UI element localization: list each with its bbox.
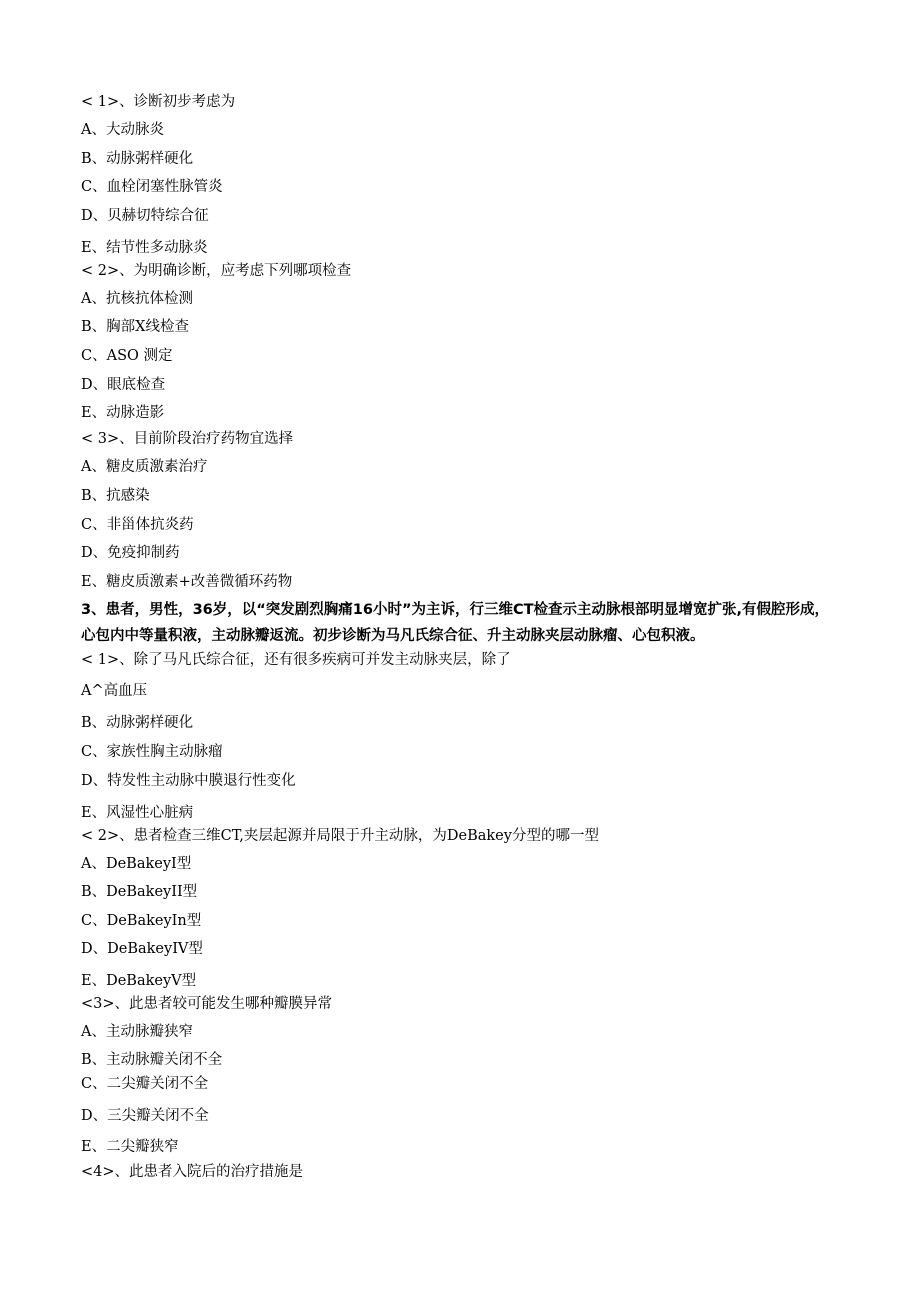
option-e: E、糖皮质激素+改善微循环药物 — [81, 574, 293, 590]
option-a: A^高血压 — [81, 683, 148, 699]
option-b: B、动脉粥样硬化 — [81, 715, 194, 731]
option-c: C、DeBakeyIn型 — [81, 913, 202, 929]
question-3-stem: <3>、此患者较可能发生哪种瓣膜异常 — [81, 996, 333, 1012]
option-c: C、二尖瓣关闭不全 — [81, 1076, 209, 1092]
option-e: E、风湿性心脏病 — [81, 805, 194, 821]
option-d: D、特发性主动脉中膜退行性变化 — [81, 773, 296, 789]
option-b: B、DeBakeyII型 — [81, 884, 198, 900]
option-c: C、非甾体抗炎药 — [81, 517, 194, 533]
question-2-stem: < 2>、患者检查三维CT,夹层起源并局限于升主动脉，为DeBakey分型的哪一型 — [81, 828, 599, 844]
option-a: A、大动脉炎 — [81, 122, 164, 138]
option-b: B、动脉粥样硬化 — [81, 151, 194, 167]
option-b: B、胸部X线检查 — [81, 319, 189, 335]
option-a: A、主动脉瓣狭窄 — [81, 1024, 193, 1040]
question-3-stem: < 3>、目前阶段治疗药物宜选择 — [81, 431, 294, 447]
option-e: E、二尖瓣狭窄 — [81, 1139, 179, 1155]
option-d: D、贝赫切特综合征 — [81, 208, 209, 224]
question-1-stem: < 1>、诊断初步考虑为 — [81, 94, 236, 110]
question-2-stem: < 2>、为明确诊断，应考虑下列哪项检查 — [81, 263, 352, 279]
option-e: E、DeBakeyV型 — [81, 973, 197, 989]
option-a: A、DeBakeyI型 — [81, 856, 192, 872]
option-e: E、动脉造影 — [81, 405, 165, 421]
option-c: C、ASO 测定 — [81, 348, 173, 364]
question-4-stem: <4>、此患者入院后的治疗措施是 — [81, 1164, 304, 1180]
option-c: C、家族性胸主动脉瘤 — [81, 744, 223, 760]
option-b: B、主动脉瓣关闭不全 — [81, 1052, 223, 1068]
option-d: D、DeBakeyIV型 — [81, 941, 203, 957]
option-c: C、血栓闭塞性脉管炎 — [81, 179, 223, 195]
option-a: A、抗核抗体检测 — [81, 291, 193, 307]
case-3-description: 3、患者，男性，36岁，以“突发剧烈胸痛16小时”为主诉，行三维CT检查示主动脉根部明显增宽扩张,有假腔形成，心包内中等量积液，主动脉瓣返流。初步诊断为马凡氏综合征、升主动脉夹层动脉瘤、心包积液。 — [81, 602, 830, 644]
option-d: D、眼底检查 — [81, 377, 166, 393]
question-1-stem: < 1>、除了马凡氏综合征，还有很多疾病可并发主动脉夹层，除了 — [81, 652, 511, 668]
option-d: D、三尖瓣关闭不全 — [81, 1108, 209, 1124]
option-a: A、糖皮质激素治疗 — [81, 459, 208, 475]
option-b: B、抗感染 — [81, 488, 150, 504]
option-d: D、免疫抑制药 — [81, 545, 180, 561]
option-e: E、结节性多动脉炎 — [81, 240, 208, 256]
